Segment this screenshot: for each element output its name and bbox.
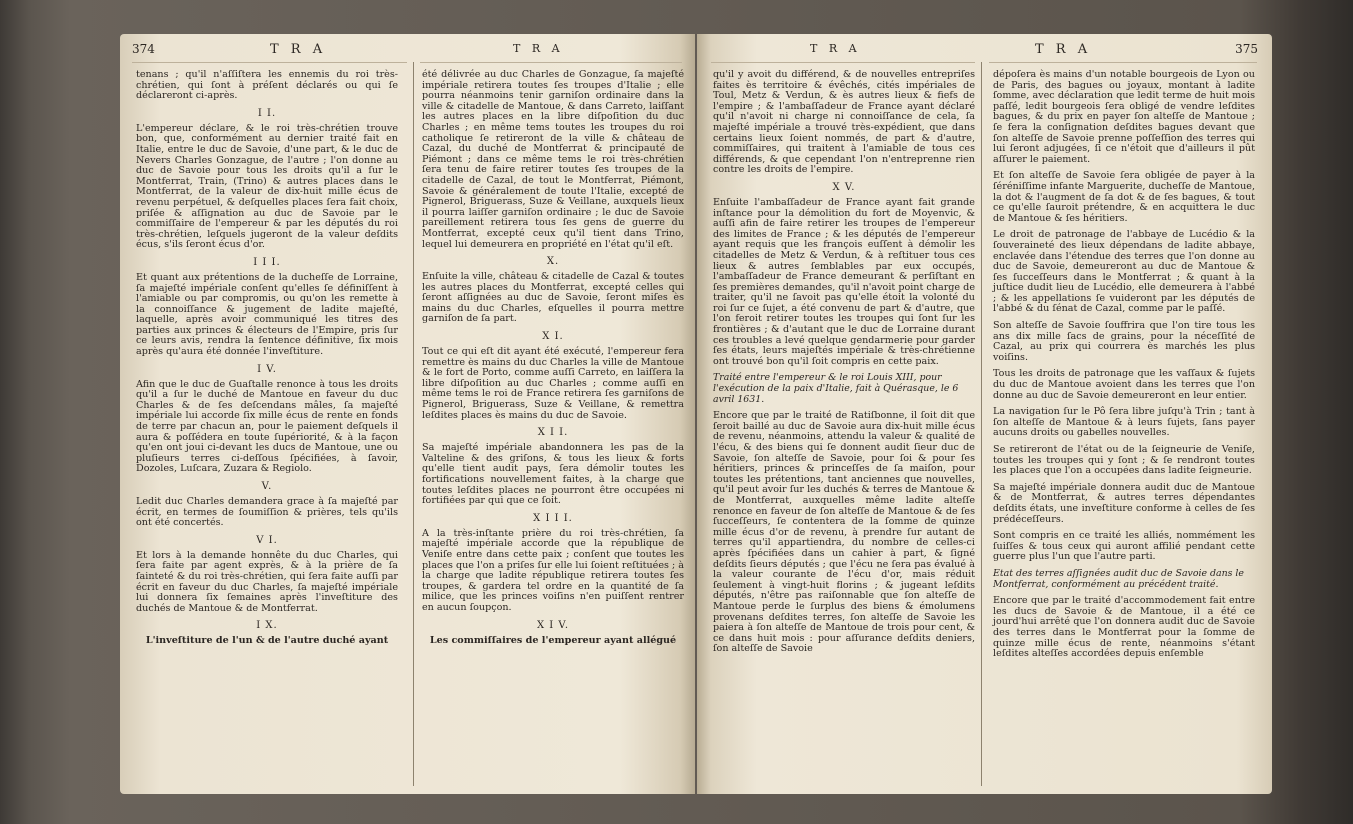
- article-number: I I I.: [253, 256, 281, 268]
- column-head-right: T R A: [810, 42, 861, 55]
- article-number: X I.: [542, 331, 564, 343]
- paragraph: Son alteſſe de Savoie ſouffrira que l'on tire tous les ans dix mille ſacs de grains, pour la néceſſité de Cazal, au prix qui courrera ès marchés les plus voiſins.: [993, 320, 1255, 363]
- paragraph: L'empereur déclare, & le roi très-chrétien trouve bon, que, conformément au dernier traité fait en Italie, entre le duc de Savoie, d'une part, & le duc de Nevers Charles Gonzague, de l'autre ; l'on donne au duc de Savoie pour tous les droits qu'il a ſur le Montferrat, Train, (Trino) & autres places dans le Montferrat, de la valeur de dix-huit mille écus de revenu perpétuel, & deſquelles places ſera fait choix, priſée & aſſignation au duc de Savoie par le commiſſaire de l'empereur & par les députés du roi très-chrétien, leſquels jugeront de la valeur deſdits écus, s'ils ſeront écus d'or.: [136, 122, 398, 251]
- paragraph: Tous les droits de patronage que les vaſſaux & ſujets du duc de Mantoue avoient dans les terres que l'on donne au duc de Savoie demeureront en leur entier.: [993, 368, 1255, 401]
- article-number: X.: [546, 256, 560, 268]
- paragraph: Sont compris en ce traité les alliés, nommément les ſuiſſes & tous ceux qui auront affilié pendant cette guerre plus l'un que l'autre parti.: [993, 530, 1255, 563]
- paragraph: Encore que par le traité d'accommodement fait entre les ducs de Savoie & de Mantoue, il a été ce jourd'hui arrêté que l'on donnera audit duc de Savoie des terres dans le Montferrat pour la ſomme de quinze mille écus de rente, néanmoins s'étant leſdites alteſſes accordées depuis enſemble: [993, 595, 1255, 660]
- treaty-caption: Etat des terres aſſignées audit duc de Savoie dans le Montferrat, conformément au précédent traité.: [993, 567, 1244, 590]
- paragraph: Le droit de patronage de l'abbaye de Lucédio & la ſouveraineté des lieux dépendans de ladite abbaye, enclavée dans l'étendue des terres que l'on donne au duc de Savoie, demeureront au duc de Mantoue & ſes ſucceſſeurs dans le Montferrat ; & quant à la juſtice dudit lieu de Lucédio, elle demeurera à l'abbé ; & les appellations ſe vuideront par les députés de l'abbé & du ſénat de Cazal, comme par le paſſé.: [993, 229, 1255, 315]
- column-separator: [413, 62, 414, 786]
- left-page-column-1: [136, 70, 398, 653]
- column-head-left: T R A: [513, 42, 564, 55]
- right-page: [697, 34, 1272, 794]
- paragraph: Et quant aux prétentions de la ducheſſe de Lorraine, ſa majeſté impériale conſent qu'elles ſe définiſſent à l'amiable ou par compromis, ou qu'on les remette à la connoiſſance & jugement de ladite majeſté, laquelle, après avoir communiqué les titres des parties aux princes & électeurs de l'Empire, pris ſur ce leurs avis, rendra la ſentence définitive, ſix mois après qu'aura été donnée l'inveſtiture.: [136, 271, 398, 358]
- paragraph: Se retireront de l'état ou de la ſeigneurie de Veniſe, toutes les troupes qui y ſont ; & ſe rendront toutes les places que l'on a occupées dans ladite ſeigneurie.: [993, 444, 1255, 477]
- article-number: I X.: [256, 620, 278, 632]
- paragraph: Tout ce qui eſt dit ayant été exécuté, l'empereur fera remettre ès mains du duc Charles la ville de Mantoue & le fort de Porto, comme auſſi Carreto, en laiſſera la libre diſpoſition au duc Charles ; comme auſſi en même tems le roi de France retirera ſes garniſons de Pignerol, Briguerass, Suze & Veillane, & remettra leſdites places ès mains du duc de Savoie.: [422, 346, 684, 421]
- running-head-right: T R A: [1035, 42, 1092, 57]
- paragraph: qu'il y avoit du différend, & de nouvelles entrepriſes faites ès territoire & évêchés, cités impériales de Toul, Metz & Verdun, & ès autres lieux & fiefs de l'empire ; & l'ambaſſadeur de France ayant déclaré qu'il n'avoit ni charge ni connoiſſance de cela, ſa majeſté impériale a trouvé très-expédient, que dans certains lieux ſoient nommés, de part & d'autre, commiſſaires, qui traitent à l'amiable de tous ces différends, & que cependant l'on n'entreprenne rien contre les droits de l'empire.: [713, 69, 975, 176]
- header-rule: [711, 62, 975, 63]
- article-number: X I V.: [536, 619, 570, 631]
- paragraph: La navigation ſur le Pô ſera libre juſqu'à Trin ; tant à ſon alteſſe de Mantoue & à leurs ſujets, ſans payer aucuns droits ou gabelles nouvelles.: [993, 406, 1255, 439]
- paragraph: dépoſera ès mains d'un notable bourgeois de Lyon ou de Paris, des bagues ou joyaux, montant à ladite ſomme, avec déclaration que ledit terme de huit mois paſſé, ledit bourgeois ſera obligé de vendre leſdites bagues, & du prix en payer ſon alteſſe de Mantoue ; ſe fera la conſignation deſdites bagues devant que ſon alteſſe de Savoie prenne poſſeſſion des terres qui lui ſeront adjugées, ſi ce n'étoit que d'ailleurs il pût aſſurer le paiement.: [993, 69, 1255, 165]
- header-rule: [132, 62, 407, 63]
- article-number: V.: [261, 481, 273, 492]
- paragraph: Encore que par le traité de Ratiſbonne, il ſoit dit que ſeroit baillé au duc de Savoie aura dix-huit mille écus de revenu, néanmoins, attendu la valeur & qualité de l'écu, & des biens qui ſe donnent audit ſieur duc de Savoie, ſon alteſſe de Savoie, pour ſoi & pour ſes héritiers, princes & princeſſes de ſa maiſon, pour toutes les prétentions, tant anciennes que nouvelles, qu'il peut avoir ſur les duchés & terres de Mantoue & de Montferrat, auxquelles même ladite alteſſe renonce en faveur de ſon alteſſe de Mantoue & de ſes ſucceſſeurs, ſe contentera de la ſomme de quinze mille écus d'or de revenu, à prendre ſur autant de terres qu'il appartiendra, du nombre de celles-ci après ſpécifiées dans un cahier à part, & ſigné deſdits ſieurs députés ; que l'écu ne ſera pas évalué à la valeur courante de l'écu d'or, mais réduit ſeulement à vingt-huit florins ; & jugeant leſdits députés, n'être pas raiſonnable que ſon alteſſe de Mantoue perde le ſurplus des biens & émolumens provenans deſdites terres, ſon alteſſe de Savoie les paiera à ſon alteſſe de Mantoue de trois pour cent, & ce dans huit mois : pour aſſurance deſdits deniers, ſon alteſſe de Savoie: [713, 410, 975, 655]
- article-number: I V.: [257, 363, 277, 375]
- treaty-caption: Traité entre l'empereur & le roi Louis XIII, pour l'exécution de la paix d'Italie, fait à Quérasque, le 6 avril 1631.: [713, 372, 959, 405]
- page-number-left: 374: [132, 42, 155, 56]
- paragraph: Enſuite l'ambaſſadeur de France ayant fait grande inſtance pour la démolition du fort de Moyenvic, & auſſi afin de faire retirer les troupes de l'empereur des limites de France ; & les députés de l'empereur ayant requis que les françois euſſent à démolir les citadelles de Metz & Verdun, & à reſtituer tous ces lieux & autres ſemblables par eux occupés, l'ambaſſadeur de France demeurant & perſiſtant en ſes premières demandes, qu'il n'avoit point charge de traiter, qu'il ne ſavoit pas qu'elle étoit la volonté du roi ſur ce ſujet, a été convenu de part & d'autre, que l'on feroit retirer toutes les troupes qui ſont ſur les frontières ; & d'autant que le duc de Lorraine durant ces troubles a levé quelque gendarmerie pour garder ſes états, leurs majeſtés impériale & très-chrétienne ont trouvé bon qu'il ſoit compris en cette paix.: [713, 196, 975, 367]
- article-number: V I.: [256, 534, 278, 546]
- page-number-right: 375: [1235, 42, 1258, 56]
- running-head-left: T R A: [270, 42, 327, 57]
- right-page-column-2: [993, 70, 1255, 666]
- left-page: [120, 34, 695, 794]
- paragraph: A la très-inſtante prière du roi très-chrétien, ſa majeſté impériale accorde que la république de Veniſe entre dans cette paix ; conſent que toutes les places que l'on a priſes ſur elle lui ſoient reſtituées ; à la charge que ladite république retirera toutes ſes troupes, & gardera tel ordre en la quantité de ſa milice, que les princes voiſins n'en puiſſent rentrer en aucun ſoupçon.: [422, 527, 685, 613]
- paragraph: Enſuite la ville, château & citadelle de Cazal & toutes les autres places du Montferrat, excepté celles qui ſeront aſſignées au duc de Savoie, ſeront miſes ès mains du duc Charles, eſquelles il pourra mettre garniſon de ſa part.: [422, 271, 684, 325]
- article-number: X V.: [832, 181, 856, 193]
- catchword-line: Les commiſſaires de l'empereur ayant allégué: [429, 634, 677, 646]
- paragraph: Et lors à la demande honnête du duc Charles, qui ſera faite par agent exprès, & à la prière de ſa ſainteté & du roi très-chrétien, qui ſera faite auſſi par écrit en faveur du duc Charles, ſa majeſté impériale lui donnera ſix ſemaines après l'inveſtiture des duchés de Mantoue & de Montferrat.: [136, 549, 398, 614]
- article-number: X I I I.: [533, 512, 573, 524]
- right-page-column-1: [713, 70, 975, 661]
- header-rule: [420, 62, 682, 63]
- paragraph: tenans ; qu'il n'aſſiſtera les ennemis du roi très-chrétien, qui ſont à préſent déclarés ou qui ſe déclareront ci-après.: [136, 69, 398, 102]
- article-number: I I.: [257, 107, 277, 119]
- paragraph: Ledit duc Charles demandera grace à ſa majeſté par écrit, en termes de ſoumiſſion & prières, tels qu'ils ont été concertés.: [136, 496, 398, 529]
- paragraph: Et ſon alteſſe de Savoie ſera obligée de payer à la ſéréniſſime infante Marguerite, ducheſſe de Mantoue, la dot & l'augment de ſa dot & de ſes bagues, & tout ce qu'elle ſauroit prétendre, & en acquittera le duc de Mantoue & ſes héritiers.: [993, 170, 1255, 224]
- article-number: X I I.: [537, 427, 569, 439]
- paragraph: Sa majeſté impériale donnera audit duc de Mantoue & de Montferrat, & autres terres dépendantes deſdits états, une inveſtiture conforme à celles de ſes prédéceſſeurs.: [993, 481, 1255, 525]
- paragraph: été délivrée au duc Charles de Gonzague, ſa majeſté impériale retirera toutes ſes troupes d'Italie ; elle pourra néanmoins tenir garniſon ordinaire dans la ville & citadelle de Mantoue, & dans Carreto, laiſſant les autres places en la libre diſpoſition du duc Charles ; en même tems toutes les troupes du roi catholique ſe retireront de la ville & château de Cazal, du duché de Montferrat & principauté de Piémont ; dans ce même tems le roi très-chrétien ſera tenu de faire retirer toutes ſes troupes de la citadelle de Cazal, de tout le Montferrat, Piémont, Savoie & généralement de toute l'Italie, excepté de Pignerol, Briguerass, Suze & Veillane, auxquels lieux il pourra laiſſer garniſon ordinaire ; le duc de Savoie pareillement retirera tous ſes gens de guerre du Montferrat, excepté ceux qu'il tient dans Trino, lequel lui demeurera en propriété en l'état qu'il eſt.: [422, 69, 684, 250]
- catchword-line: L'inveſtiture de l'un & de l'autre duché ayant: [145, 635, 389, 647]
- paragraph: Sa majeſté impériale abandonnera les pas de la Valteline & des griſons, & tous les lieux & forts qu'elle tient audit pays, ſera démolir toutes les fortifications nouvellement faites, à la charge que toutes leſdites places ne pourront être occupées ni fortifiées par qui que ce ſoit.: [422, 442, 684, 507]
- left-page-column-2: [422, 70, 684, 652]
- paragraph: Afin que le duc de Guaſtalle renonce à tous les droits qu'il a ſur le duché de Mantoue en faveur du duc Charles & de ſes deſcendans mâles, ſa majeſté impériale lui accorde ſix mille écus de rente en fonds de terre par chacun an, pour le paiement deſquels il aura & poſſédera en toute ſupériorité, & à la façon qu'en ont joui ci-devant les ducs de Mantoue, une ou pluſieurs terres ci-deſſous ſpécifiées, à ſavoir, Dozoles, Luſcara, Zuzara & Regiolo.: [136, 378, 398, 475]
- header-rule: [989, 62, 1257, 63]
- column-separator: [981, 62, 982, 786]
